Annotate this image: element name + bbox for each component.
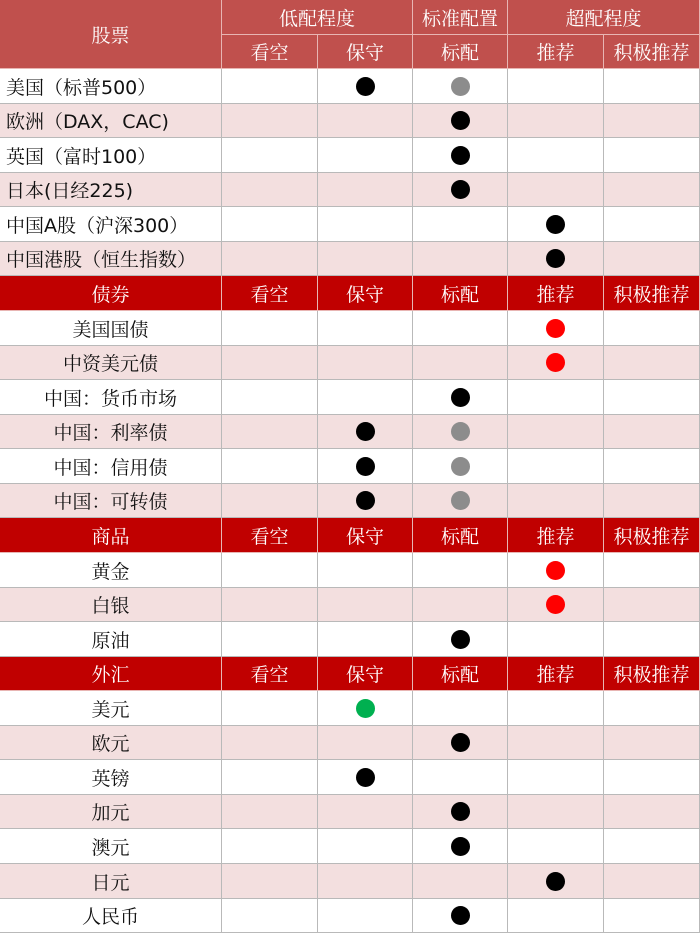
- rating-cell: [222, 242, 318, 276]
- rating-cell: [318, 138, 413, 173]
- rating-cell: [604, 449, 700, 484]
- rating-cell: [318, 415, 413, 449]
- rating-cell: [413, 760, 508, 795]
- black-dot-icon: [451, 388, 470, 407]
- rating-cell: [318, 484, 413, 518]
- rating-cell: [222, 415, 318, 449]
- section-1-column-1: 看空: [222, 276, 318, 311]
- black-dot-icon: [356, 422, 375, 441]
- rating-cell: [604, 69, 700, 104]
- rating-cell: [222, 207, 318, 242]
- row-label: 人民币: [0, 899, 222, 933]
- rating-cell: [508, 691, 604, 726]
- rating-cell: [318, 691, 413, 726]
- section-1-column-4: 推荐: [508, 276, 604, 311]
- rating-cell: [222, 899, 318, 933]
- rating-cell: [318, 829, 413, 864]
- rating-cell: [508, 588, 604, 622]
- section-title-2: 商品: [0, 518, 222, 553]
- black-dot-icon: [451, 111, 470, 130]
- rating-cell: [413, 173, 508, 207]
- black-dot-icon: [451, 837, 470, 856]
- rating-cell: [318, 104, 413, 138]
- rating-cell: [604, 899, 700, 933]
- rating-cell: [413, 415, 508, 449]
- section-title-1: 债券: [0, 276, 222, 311]
- rating-cell: [318, 242, 413, 276]
- rating-cell: [413, 242, 508, 276]
- red-dot-icon: [546, 319, 565, 338]
- rating-cell: [222, 726, 318, 760]
- rating-cell: [318, 899, 413, 933]
- rating-cell: [508, 553, 604, 588]
- rating-cell: [508, 899, 604, 933]
- rating-cell: [604, 726, 700, 760]
- rating-cell: [508, 69, 604, 104]
- rating-cell: [508, 207, 604, 242]
- rating-cell: [318, 207, 413, 242]
- rating-cell: [413, 346, 508, 380]
- gray-dot-icon: [451, 77, 470, 96]
- gray-dot-icon: [451, 491, 470, 510]
- row-label: 美元: [0, 691, 222, 726]
- rating-cell: [508, 311, 604, 346]
- black-dot-icon: [356, 768, 375, 787]
- row-label: 英国（富时100）: [0, 138, 222, 173]
- rating-cell: [222, 622, 318, 657]
- rating-cell: [508, 173, 604, 207]
- rating-cell: [508, 415, 604, 449]
- rating-cell: [222, 173, 318, 207]
- black-dot-icon: [451, 733, 470, 752]
- red-dot-icon: [546, 595, 565, 614]
- rating-cell: [318, 311, 413, 346]
- rating-cell: [318, 622, 413, 657]
- section-2-column-2: 保守: [318, 518, 413, 553]
- rating-cell: [222, 553, 318, 588]
- rating-cell: [222, 691, 318, 726]
- rating-cell: [413, 899, 508, 933]
- row-label: 中国：信用债: [0, 449, 222, 484]
- rating-cell: [222, 864, 318, 899]
- rating-cell: [413, 864, 508, 899]
- rating-cell: [508, 104, 604, 138]
- black-dot-icon: [451, 180, 470, 199]
- rating-cell: [604, 553, 700, 588]
- rating-cell: [604, 346, 700, 380]
- rating-cell: [222, 69, 318, 104]
- rating-cell: [508, 346, 604, 380]
- row-label: 日元: [0, 864, 222, 899]
- section-2-column-5: 积极推荐: [604, 518, 700, 553]
- rating-cell: [508, 484, 604, 518]
- row-label: 中资美元债: [0, 346, 222, 380]
- rating-cell: [318, 553, 413, 588]
- rating-cell: [604, 829, 700, 864]
- rating-cell: [604, 415, 700, 449]
- red-dot-icon: [546, 353, 565, 372]
- rating-cell: [222, 484, 318, 518]
- black-dot-icon: [451, 146, 470, 165]
- rating-cell: [413, 207, 508, 242]
- gray-dot-icon: [451, 457, 470, 476]
- black-dot-icon: [356, 491, 375, 510]
- header-column-1: 看空: [222, 35, 318, 69]
- rating-cell: [604, 207, 700, 242]
- rating-cell: [413, 380, 508, 415]
- row-label: 中国：货币市场: [0, 380, 222, 415]
- row-label: 加元: [0, 795, 222, 829]
- section-3-column-4: 推荐: [508, 657, 604, 691]
- rating-cell: [508, 795, 604, 829]
- black-dot-icon: [356, 457, 375, 476]
- rating-cell: [604, 311, 700, 346]
- black-dot-icon: [546, 249, 565, 268]
- row-label: 英镑: [0, 760, 222, 795]
- row-label: 原油: [0, 622, 222, 657]
- rating-cell: [604, 104, 700, 138]
- section-title-3: 外汇: [0, 657, 222, 691]
- section-3-column-5: 积极推荐: [604, 657, 700, 691]
- black-dot-icon: [546, 215, 565, 234]
- rating-cell: [318, 760, 413, 795]
- rating-cell: [222, 138, 318, 173]
- rating-cell: [604, 691, 700, 726]
- rating-cell: [413, 553, 508, 588]
- rating-cell: [604, 242, 700, 276]
- header-group-standard: 标准配置: [413, 0, 508, 35]
- rating-cell: [508, 726, 604, 760]
- black-dot-icon: [451, 630, 470, 649]
- rating-cell: [508, 380, 604, 415]
- rating-cell: [413, 795, 508, 829]
- rating-cell: [413, 588, 508, 622]
- rating-cell: [318, 795, 413, 829]
- rating-cell: [222, 829, 318, 864]
- row-label: 中国A股（沪深300）: [0, 207, 222, 242]
- rating-cell: [508, 622, 604, 657]
- section-1-column-3: 标配: [413, 276, 508, 311]
- rating-cell: [413, 69, 508, 104]
- rating-cell: [604, 138, 700, 173]
- rating-cell: [318, 69, 413, 104]
- rating-cell: [604, 380, 700, 415]
- header-column-2: 保守: [318, 35, 413, 69]
- row-label: 白银: [0, 588, 222, 622]
- rating-cell: [508, 864, 604, 899]
- rating-cell: [413, 104, 508, 138]
- green-dot-icon: [356, 699, 375, 718]
- row-label: 中国港股（恒生指数）: [0, 242, 222, 276]
- header-group-underweight: 低配程度: [222, 0, 413, 35]
- section-3-column-1: 看空: [222, 657, 318, 691]
- header-column-5: 积极推荐: [604, 35, 700, 69]
- rating-cell: [413, 449, 508, 484]
- section-3-column-2: 保守: [318, 657, 413, 691]
- header-column-4: 推荐: [508, 35, 604, 69]
- rating-cell: [318, 588, 413, 622]
- row-label: 欧元: [0, 726, 222, 760]
- header-group-overweight: 超配程度: [508, 0, 700, 35]
- black-dot-icon: [451, 802, 470, 821]
- rating-cell: [222, 449, 318, 484]
- rating-cell: [604, 795, 700, 829]
- rating-cell: [604, 864, 700, 899]
- rating-cell: [413, 311, 508, 346]
- rating-cell: [222, 346, 318, 380]
- section-1-column-2: 保守: [318, 276, 413, 311]
- rating-cell: [508, 760, 604, 795]
- rating-cell: [318, 864, 413, 899]
- rating-cell: [508, 829, 604, 864]
- row-label: 黄金: [0, 553, 222, 588]
- rating-cell: [222, 311, 318, 346]
- black-dot-icon: [451, 906, 470, 925]
- rating-cell: [604, 760, 700, 795]
- section-2-column-3: 标配: [413, 518, 508, 553]
- row-label: 欧洲（DAX，CAC): [0, 104, 222, 138]
- row-label: 澳元: [0, 829, 222, 864]
- rating-cell: [604, 588, 700, 622]
- rating-cell: [413, 726, 508, 760]
- rating-cell: [222, 795, 318, 829]
- rating-cell: [222, 104, 318, 138]
- row-label: 美国国债: [0, 311, 222, 346]
- black-dot-icon: [546, 872, 565, 891]
- black-dot-icon: [356, 77, 375, 96]
- rating-cell: [222, 760, 318, 795]
- rating-cell: [413, 484, 508, 518]
- rating-cell: [318, 380, 413, 415]
- rating-cell: [413, 138, 508, 173]
- section-1-column-5: 积极推荐: [604, 276, 700, 311]
- rating-cell: [413, 829, 508, 864]
- red-dot-icon: [546, 561, 565, 580]
- rating-cell: [508, 449, 604, 484]
- rating-cell: [413, 622, 508, 657]
- rating-cell: [222, 380, 318, 415]
- rating-cell: [413, 691, 508, 726]
- row-label: 日本(日经225): [0, 173, 222, 207]
- section-2-column-1: 看空: [222, 518, 318, 553]
- rating-cell: [222, 588, 318, 622]
- row-label: 中国：利率债: [0, 415, 222, 449]
- rating-cell: [508, 138, 604, 173]
- gray-dot-icon: [451, 422, 470, 441]
- header-stocks-cell: 股票: [0, 0, 222, 69]
- rating-cell: [604, 622, 700, 657]
- rating-cell: [318, 346, 413, 380]
- rating-cell: [318, 173, 413, 207]
- row-label: 美国（标普500）: [0, 69, 222, 104]
- section-2-column-4: 推荐: [508, 518, 604, 553]
- rating-cell: [604, 173, 700, 207]
- section-3-column-3: 标配: [413, 657, 508, 691]
- row-label: 中国：可转债: [0, 484, 222, 518]
- rating-cell: [318, 726, 413, 760]
- rating-cell: [318, 449, 413, 484]
- rating-cell: [508, 242, 604, 276]
- header-column-3: 标配: [413, 35, 508, 69]
- rating-cell: [604, 484, 700, 518]
